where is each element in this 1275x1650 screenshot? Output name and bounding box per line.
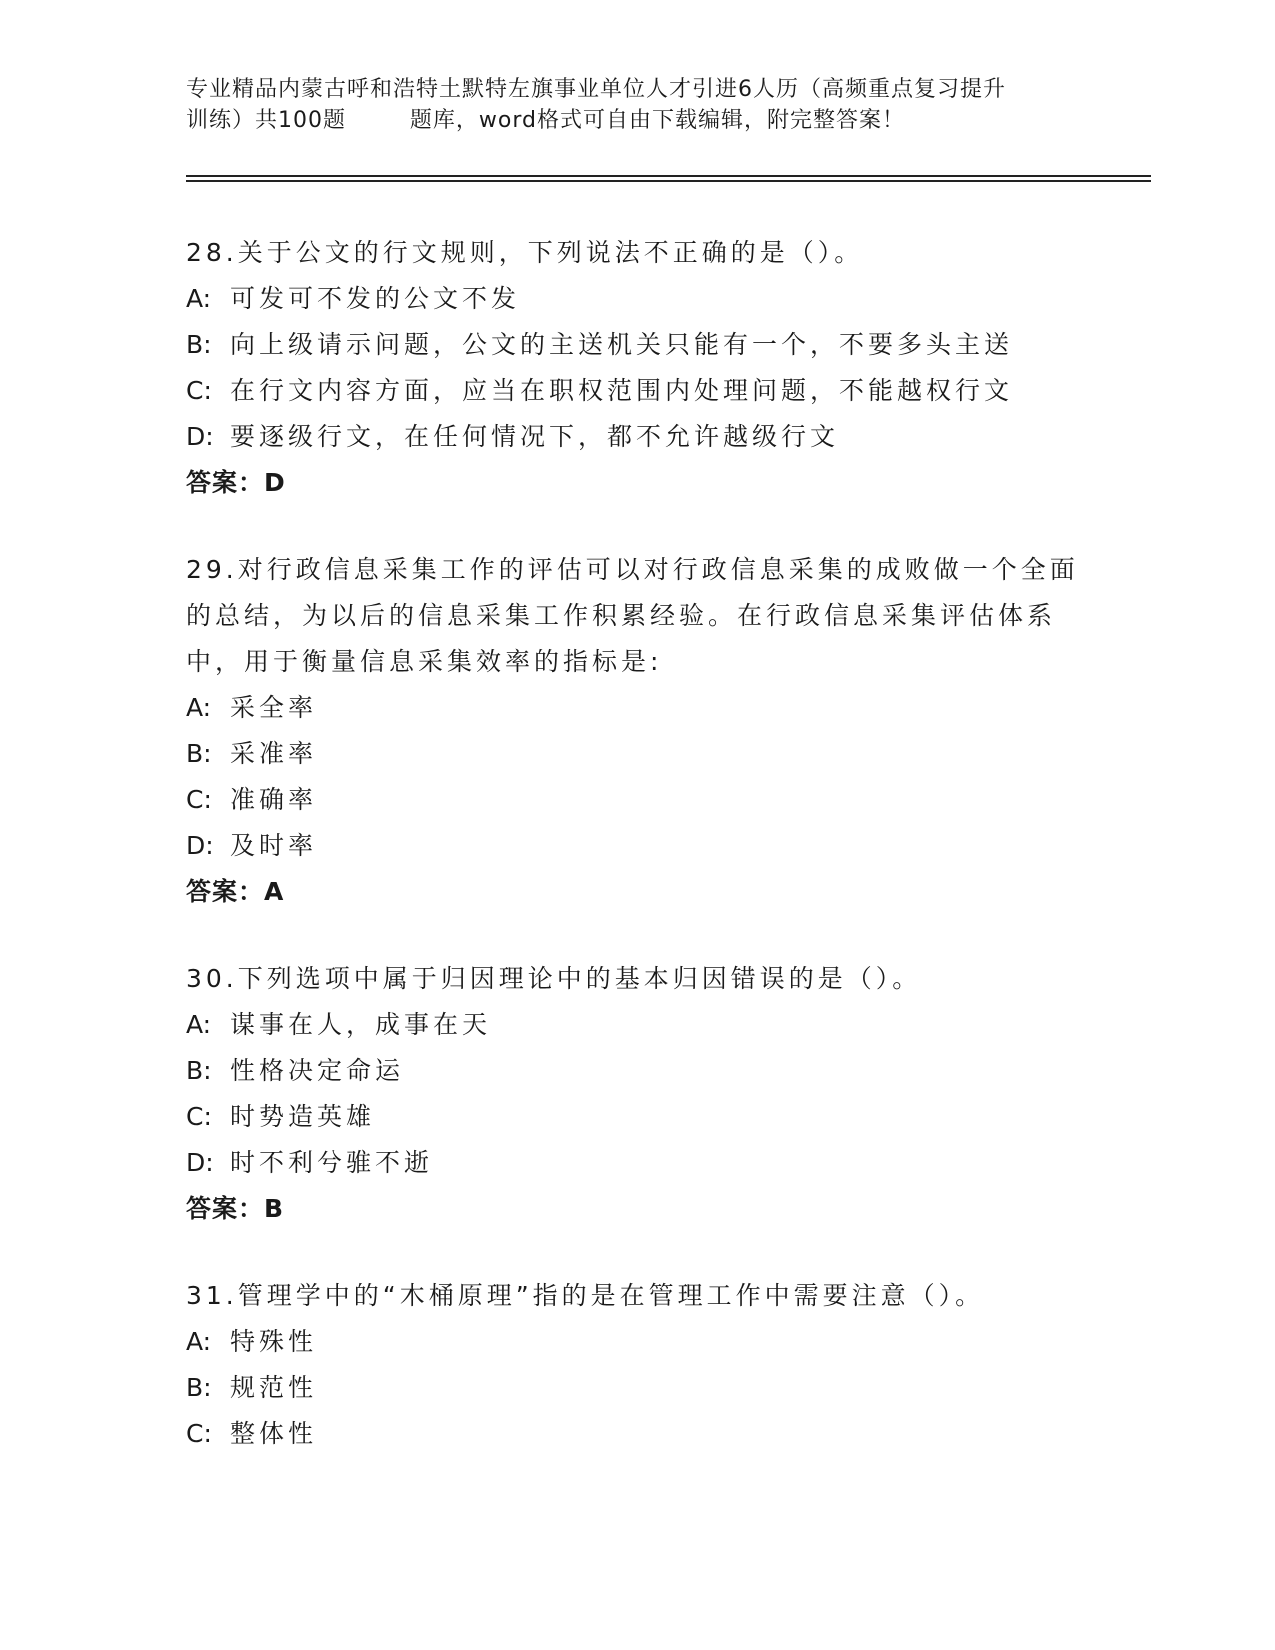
- question-29: [186, 547, 1086, 915]
- option-text: 规范性: [230, 1373, 318, 1402]
- answer-line: 答案：D: [186, 468, 286, 497]
- option-letter: B:: [186, 1373, 212, 1402]
- option-text: 时不利兮骓不逝: [230, 1148, 434, 1177]
- option-text: 谋事在人，成事在天: [230, 1010, 492, 1039]
- option-letter: A:: [186, 693, 212, 722]
- option-letter: C:: [186, 1419, 212, 1448]
- option-a: [186, 1002, 1086, 1048]
- option-text: 向上级请示问题，公文的主送机关只能有一个，不要多头主送: [230, 330, 1014, 359]
- header-divider-bottom: [186, 180, 1151, 182]
- option-text: 整体性: [230, 1419, 318, 1448]
- option-a: [186, 1319, 1086, 1365]
- question-30: [186, 956, 1086, 1232]
- option-d: [186, 823, 1086, 869]
- option-text: 采准率: [230, 739, 318, 768]
- question-stem: 28.关于公文的行文规则，下列说法不正确的是（）。: [186, 238, 864, 267]
- header-line-2: 训练）共100题 题库，word格式可自由下载编辑，附完整答案！: [186, 108, 906, 133]
- option-text: 时势造英雄: [230, 1102, 376, 1131]
- option-letter: C:: [186, 785, 212, 814]
- option-letter: A:: [186, 1327, 212, 1356]
- option-c: [186, 1094, 1086, 1140]
- question-stem: 30.下列选项中属于归因理论中的基本归因错误的是（）。: [186, 964, 922, 993]
- option-letter: A:: [186, 1010, 212, 1039]
- question-31: [186, 1273, 1086, 1457]
- option-letter: C:: [186, 1102, 212, 1131]
- option-text: 采全率: [230, 693, 318, 722]
- option-letter: B:: [186, 739, 212, 768]
- answer-line: 答案：A: [186, 877, 285, 906]
- option-letter: B:: [186, 330, 212, 359]
- answer-line: 答案：B: [186, 1194, 285, 1223]
- option-c: [186, 368, 1086, 414]
- option-text: 可发可不发的公文不发: [230, 284, 521, 313]
- option-text: 在行文内容方面，应当在职权范围内处理问题，不能越权行文: [230, 376, 1014, 405]
- question-28: [186, 230, 1086, 506]
- option-text: 特殊性: [230, 1327, 318, 1356]
- option-b: [186, 1048, 1086, 1094]
- option-letter: A:: [186, 284, 212, 313]
- document-header: [186, 74, 1086, 136]
- option-d: [186, 414, 1086, 460]
- option-b: [186, 731, 1086, 777]
- header-line-1: 专业精品内蒙古呼和浩特土默特左旗事业单位人才引进6人历（高频重点复习提升: [186, 77, 1006, 102]
- option-b: [186, 322, 1086, 368]
- option-letter: D:: [186, 422, 214, 451]
- option-a: [186, 276, 1086, 322]
- header-divider-top: [186, 175, 1151, 177]
- option-c: [186, 777, 1086, 823]
- option-a: [186, 685, 1086, 731]
- option-text: 要逐级行文，在任何情况下，都不允许越级行文: [230, 422, 840, 451]
- option-letter: B:: [186, 1056, 212, 1085]
- question-list: [186, 230, 1086, 1498]
- question-stem: 29.对行政信息采集工作的评估可以对行政信息采集的成败做一个全面的总结，为以后的信息采集工作积累经验。在行政信息采集评估体系中，用于衡量信息采集效率的指标是:: [186, 555, 1079, 676]
- option-text: 性格决定命运: [230, 1056, 405, 1085]
- option-b: [186, 1365, 1086, 1411]
- option-letter: D:: [186, 831, 214, 860]
- option-text: 及时率: [230, 831, 318, 860]
- option-letter: C:: [186, 376, 212, 405]
- option-letter: D:: [186, 1148, 214, 1177]
- question-stem: 31.管理学中的“木桶原理”指的是在管理工作中需要注意（）。: [186, 1281, 985, 1310]
- option-text: 准确率: [230, 785, 318, 814]
- option-c: [186, 1411, 1086, 1457]
- option-d: [186, 1140, 1086, 1186]
